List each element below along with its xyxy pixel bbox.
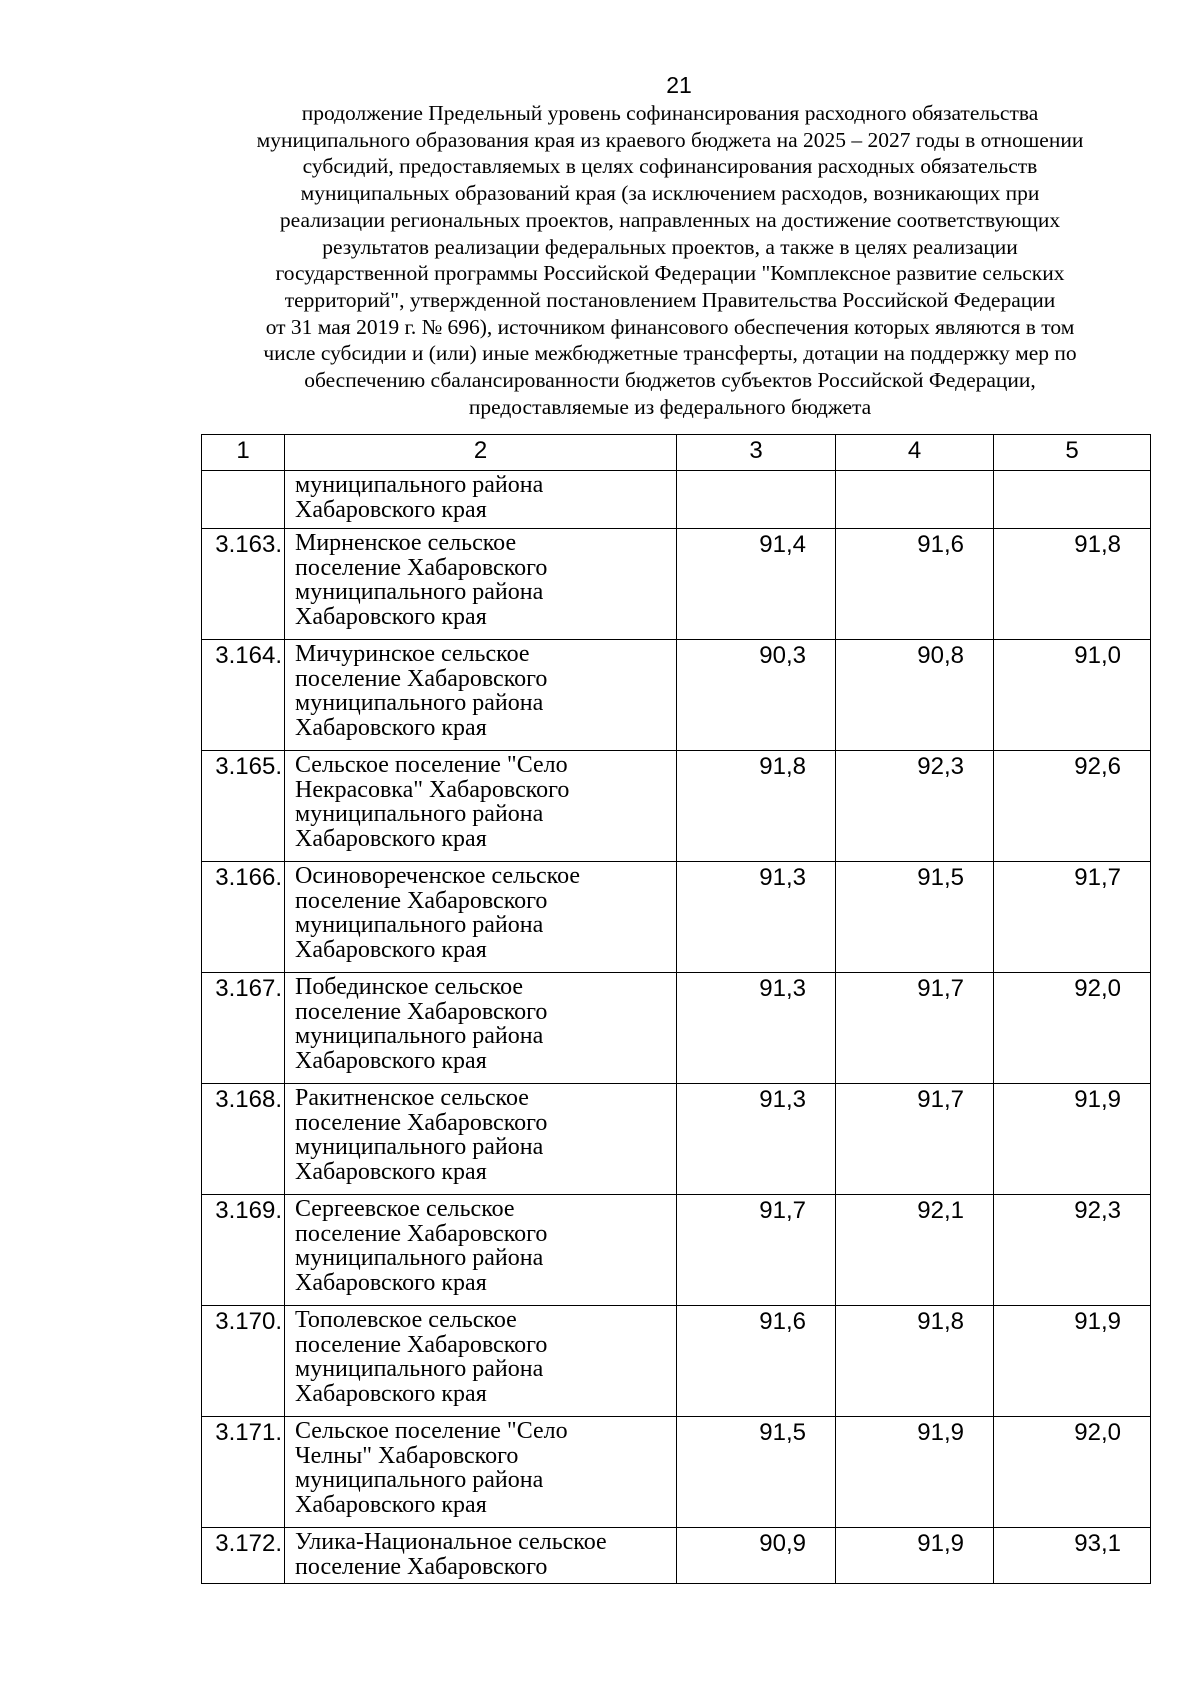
value-2027-cell: 91,7 xyxy=(994,862,1151,973)
value-cell xyxy=(836,471,994,529)
name-line: поселение Хабаровского xyxy=(295,1109,548,1136)
heading-line: результатов реализации федеральных проектов, а также в целях реализации xyxy=(322,234,1018,259)
continuation-row xyxy=(202,471,1151,529)
name-line: поселение Хабаровского xyxy=(295,665,548,692)
row-number-cell: 3.171. xyxy=(202,1417,285,1528)
value-2026-cell: 91,7 xyxy=(836,973,994,1084)
row-number-cell: 3.164. xyxy=(202,640,285,751)
name-line: поселение Хабаровского xyxy=(295,1331,548,1358)
heading-line: государственной программы Российской Федерации "Комплексное развитие сельских xyxy=(275,261,1065,286)
value-2026-cell: 91,7 xyxy=(836,1084,994,1195)
value-2027-cell: 92,3 xyxy=(994,1195,1151,1306)
table-row xyxy=(202,1528,1151,1584)
heading-line: реализации региональных проектов, направленных на достижение соответствующих xyxy=(279,207,1061,232)
name-line: Хабаровского края xyxy=(295,496,487,523)
row-number-cell: 3.169. xyxy=(202,1195,285,1306)
table-row xyxy=(202,1417,1151,1528)
name-line: муниципального района xyxy=(295,912,544,939)
row-number-cell: 3.166. xyxy=(202,862,285,973)
name-line: Побединское сельское xyxy=(295,974,524,1000)
name-line: Улика-Национальное сельское xyxy=(295,1529,607,1555)
heading-line: продолжение Предельный уровень софинансирования расходного обязательства xyxy=(301,101,1039,125)
value-2026-cell: 91,9 xyxy=(836,1528,994,1584)
name-line: муниципального района xyxy=(295,1467,544,1494)
value-2026-cell: 91,5 xyxy=(836,862,994,973)
name-line: Мичуринское сельское xyxy=(295,641,530,667)
name-line: Сергеевское сельское xyxy=(295,1196,515,1222)
row-number-cell: 3.172. xyxy=(202,1528,285,1584)
name-line: поселение Хабаровского xyxy=(295,1220,548,1247)
row-number-cell: 3.163. xyxy=(202,529,285,640)
table-row xyxy=(202,1084,1151,1195)
name-line: Челны" Хабаровского xyxy=(295,1442,519,1469)
value-2025-cell: 91,8 xyxy=(677,751,836,862)
value-2027-cell: 92,6 xyxy=(994,751,1151,862)
name-line: Хабаровского края xyxy=(295,936,487,963)
municipality-name-cell xyxy=(285,1306,677,1417)
column-header: 5 xyxy=(994,435,1151,471)
column-header: 3 xyxy=(677,435,836,471)
heading-line: обеспечению сбалансированности бюджетов субъектов Российской Федерации, xyxy=(304,368,1036,393)
municipality-name-cell xyxy=(285,471,677,529)
name-line: Тополевское сельское xyxy=(295,1307,517,1333)
name-line: Хабаровского края xyxy=(295,1158,487,1185)
value-2025-cell: 90,9 xyxy=(677,1528,836,1584)
name-line: Осиновореченское сельское xyxy=(295,863,581,889)
municipality-name-cell xyxy=(285,1195,677,1306)
column-header: 4 xyxy=(836,435,994,471)
column-header: 2 xyxy=(285,435,677,471)
value-2026-cell: 92,1 xyxy=(836,1195,994,1306)
row-number-cell: 3.165. xyxy=(202,751,285,862)
value-2027-cell: 91,9 xyxy=(994,1306,1151,1417)
name-line: поселение Хабаровского xyxy=(295,998,548,1025)
name-line: Хабаровского края xyxy=(295,714,487,741)
row-number-cell: 3.170. xyxy=(202,1306,285,1417)
name-line: муниципального района xyxy=(295,579,544,606)
value-2026-cell: 91,8 xyxy=(836,1306,994,1417)
value-2025-cell: 90,3 xyxy=(677,640,836,751)
row-number-cell xyxy=(202,471,285,529)
name-line: Сельское поселение "Село xyxy=(295,752,568,778)
column-header: 1 xyxy=(202,435,285,471)
municipality-name-cell xyxy=(285,1417,677,1528)
value-2027-cell: 92,0 xyxy=(994,1417,1151,1528)
municipality-name-cell xyxy=(285,1528,677,1584)
municipality-name-cell xyxy=(285,1084,677,1195)
name-line: муниципального района xyxy=(295,1134,544,1161)
municipality-name-cell xyxy=(285,751,677,862)
table-row xyxy=(202,640,1151,751)
heading-line: от 31 мая 2019 г. № 696), источником финансового обеспечения которых являются в том xyxy=(265,314,1075,339)
name-line: поселение Хабаровского xyxy=(295,1553,548,1580)
name-line: Мирненское сельское xyxy=(295,530,517,556)
value-2025-cell: 91,3 xyxy=(677,973,836,1084)
name-line: Сельское поселение "Село xyxy=(295,1418,568,1444)
name-line: Ракитненское сельское xyxy=(295,1085,529,1111)
value-2025-cell: 91,3 xyxy=(677,862,836,973)
name-line: поселение Хабаровского xyxy=(295,554,548,581)
value-2025-cell: 91,7 xyxy=(677,1195,836,1306)
name-line: муниципального района xyxy=(295,1245,544,1272)
municipality-name-cell xyxy=(285,862,677,973)
value-2026-cell: 91,9 xyxy=(836,1417,994,1528)
row-number-cell: 3.168. xyxy=(202,1084,285,1195)
table-row xyxy=(202,1195,1151,1306)
name-line: Хабаровского края xyxy=(295,603,487,630)
table-header-row xyxy=(202,435,1151,471)
heading-line: числе субсидии и (или) иные межбюджетные трансферты, дотации на поддержку мер по xyxy=(263,341,1077,366)
name-line: Хабаровского края xyxy=(295,1380,487,1407)
name-line: Хабаровского края xyxy=(295,825,487,852)
table-row xyxy=(202,751,1151,862)
value-cell xyxy=(677,471,836,529)
name-line: Хабаровского края xyxy=(295,1269,487,1296)
value-2025-cell: 91,6 xyxy=(677,1306,836,1417)
heading-line: муниципальных образований края (за исключением расходов, возникающих при xyxy=(300,181,1040,206)
name-line: муниципального района xyxy=(295,1023,544,1050)
municipality-name-cell xyxy=(285,640,677,751)
value-cell xyxy=(994,471,1151,529)
value-2027-cell: 91,0 xyxy=(994,640,1151,751)
name-line: Некрасовка" Хабаровского xyxy=(295,776,570,803)
value-2027-cell: 93,1 xyxy=(994,1528,1151,1584)
value-2025-cell: 91,4 xyxy=(677,529,836,640)
table-row xyxy=(202,973,1151,1084)
document-heading xyxy=(190,100,1150,420)
table-row xyxy=(202,1306,1151,1417)
table-row xyxy=(202,862,1151,973)
value-2026-cell: 92,3 xyxy=(836,751,994,862)
value-2026-cell: 91,6 xyxy=(836,529,994,640)
heading-line: муниципального образования края из краевого бюджета на 2025 – 2027 годы в отношении xyxy=(256,127,1084,152)
value-2026-cell: 90,8 xyxy=(836,640,994,751)
municipality-name-cell xyxy=(285,973,677,1084)
value-2025-cell: 91,3 xyxy=(677,1084,836,1195)
name-line: муниципального района xyxy=(295,1356,544,1383)
heading-line: территорий", утвержденной постановлением Правительства Российской Федерации xyxy=(284,287,1056,312)
value-2027-cell: 91,9 xyxy=(994,1084,1151,1195)
subsidy-table xyxy=(201,434,1151,1584)
name-line: поселение Хабаровского xyxy=(295,887,548,914)
value-2027-cell: 91,8 xyxy=(994,529,1151,640)
table-row xyxy=(202,529,1151,640)
page-number: 21 xyxy=(666,72,692,98)
value-2025-cell: 91,5 xyxy=(677,1417,836,1528)
name-line: муниципального района xyxy=(295,472,544,498)
name-line: Хабаровского края xyxy=(295,1491,487,1518)
name-line: муниципального района xyxy=(295,801,544,828)
value-2027-cell: 92,0 xyxy=(994,973,1151,1084)
heading-line: субсидий, предоставляемых в целях софинансирования расходных обязательств xyxy=(302,154,1038,179)
heading-line: предоставляемые из федерального бюджета xyxy=(468,394,872,419)
name-line: Хабаровского края xyxy=(295,1047,487,1074)
row-number-cell: 3.167. xyxy=(202,973,285,1084)
municipality-name-cell xyxy=(285,529,677,640)
name-line: муниципального района xyxy=(295,690,544,717)
